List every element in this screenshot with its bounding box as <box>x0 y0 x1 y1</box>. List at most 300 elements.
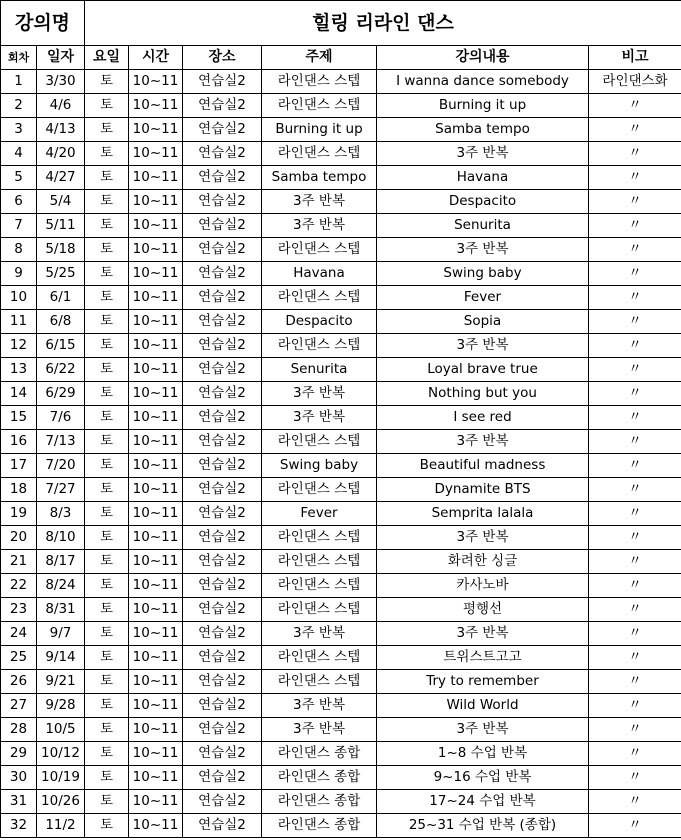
session-cell: 27 <box>1 694 37 718</box>
place-cell: 연습실2 <box>183 814 262 838</box>
date-cell: 8/10 <box>37 526 85 550</box>
topic-cell: 3주 반복 <box>262 382 377 406</box>
note-cell: 〃 <box>589 766 681 790</box>
session-cell: 12 <box>1 334 37 358</box>
session-cell: 21 <box>1 550 37 574</box>
note-cell: 〃 <box>589 406 681 430</box>
table-row <box>1 766 681 790</box>
table-row <box>1 694 681 718</box>
content-cell: 9~16 수업 반복 <box>377 766 589 790</box>
table-body <box>1 1 681 838</box>
table-row <box>1 166 681 190</box>
time-cell: 10~11 <box>129 358 183 382</box>
topic-cell: 라인댄스 스텝 <box>262 646 377 670</box>
content-cell: 17~24 수업 반복 <box>377 790 589 814</box>
table-row <box>1 790 681 814</box>
content-cell: 화려한 싱글 <box>377 550 589 574</box>
content-cell: 25~31 수업 반복 (종합) <box>377 814 589 838</box>
session-cell: 5 <box>1 166 37 190</box>
session-cell: 32 <box>1 814 37 838</box>
content-cell: Wild World <box>377 694 589 718</box>
time-cell: 10~11 <box>129 622 183 646</box>
table-row <box>1 814 681 838</box>
day-cell: 토 <box>85 670 129 694</box>
time-cell: 10~11 <box>129 310 183 334</box>
content-cell: Nothing but you <box>377 382 589 406</box>
content-cell: I see red <box>377 406 589 430</box>
time-cell: 10~11 <box>129 598 183 622</box>
topic-cell: Senurita <box>262 358 377 382</box>
time-cell: 10~11 <box>129 382 183 406</box>
time-cell: 10~11 <box>129 334 183 358</box>
day-cell: 토 <box>85 694 129 718</box>
note-cell: 〃 <box>589 574 681 598</box>
time-cell: 10~11 <box>129 406 183 430</box>
topic-cell: Havana <box>262 262 377 286</box>
note-cell: 〃 <box>589 430 681 454</box>
date-cell: 9/14 <box>37 646 85 670</box>
day-cell: 토 <box>85 502 129 526</box>
note-cell: 〃 <box>589 118 681 142</box>
day-cell: 토 <box>85 166 129 190</box>
session-cell: 25 <box>1 646 37 670</box>
content-cell: 3주 반복 <box>377 334 589 358</box>
content-cell: I wanna dance somebody <box>377 70 589 94</box>
day-cell: 토 <box>85 430 129 454</box>
time-cell: 10~11 <box>129 94 183 118</box>
date-cell: 10/12 <box>37 742 85 766</box>
day-cell: 토 <box>85 310 129 334</box>
course-name-value: 힐링 리라인 댄스 <box>85 1 681 46</box>
note-cell: 〃 <box>589 166 681 190</box>
content-cell: Swing baby <box>377 262 589 286</box>
table-row <box>1 190 681 214</box>
time-cell: 10~11 <box>129 214 183 238</box>
session-cell: 10 <box>1 286 37 310</box>
header-place: 장소 <box>183 46 262 70</box>
content-cell: 3주 반복 <box>377 526 589 550</box>
content-cell: Fever <box>377 286 589 310</box>
date-cell: 10/5 <box>37 718 85 742</box>
content-cell: 카사노바 <box>377 574 589 598</box>
time-cell: 10~11 <box>129 190 183 214</box>
time-cell: 10~11 <box>129 742 183 766</box>
table-row <box>1 742 681 766</box>
topic-cell: 라인댄스 스텝 <box>262 334 377 358</box>
topic-cell: 라인댄스 종합 <box>262 766 377 790</box>
place-cell: 연습실2 <box>183 358 262 382</box>
topic-cell: 라인댄스 스텝 <box>262 670 377 694</box>
time-cell: 10~11 <box>129 454 183 478</box>
note-cell: 〃 <box>589 262 681 286</box>
place-cell: 연습실2 <box>183 118 262 142</box>
day-cell: 토 <box>85 454 129 478</box>
date-cell: 10/26 <box>37 790 85 814</box>
day-cell: 토 <box>85 94 129 118</box>
day-cell: 토 <box>85 814 129 838</box>
time-cell: 10~11 <box>129 646 183 670</box>
place-cell: 연습실2 <box>183 622 262 646</box>
time-cell: 10~11 <box>129 670 183 694</box>
day-cell: 토 <box>85 238 129 262</box>
content-cell: 3주 반복 <box>377 718 589 742</box>
topic-cell: 라인댄스 스텝 <box>262 598 377 622</box>
topic-cell: 3주 반복 <box>262 718 377 742</box>
day-cell: 토 <box>85 142 129 166</box>
session-cell: 28 <box>1 718 37 742</box>
table-row <box>1 718 681 742</box>
place-cell: 연습실2 <box>183 262 262 286</box>
note-cell: 〃 <box>589 238 681 262</box>
table-row <box>1 262 681 286</box>
topic-cell: 3주 반복 <box>262 622 377 646</box>
session-cell: 2 <box>1 94 37 118</box>
date-cell: 7/6 <box>37 406 85 430</box>
table-row <box>1 430 681 454</box>
table-row <box>1 286 681 310</box>
date-cell: 8/17 <box>37 550 85 574</box>
time-cell: 10~11 <box>129 286 183 310</box>
topic-cell: 3주 반복 <box>262 694 377 718</box>
session-cell: 22 <box>1 574 37 598</box>
note-cell: 〃 <box>589 382 681 406</box>
day-cell: 토 <box>85 262 129 286</box>
topic-cell: Burning it up <box>262 118 377 142</box>
content-cell: Despacito <box>377 190 589 214</box>
date-cell: 7/13 <box>37 430 85 454</box>
time-cell: 10~11 <box>129 166 183 190</box>
date-cell: 6/29 <box>37 382 85 406</box>
time-cell: 10~11 <box>129 502 183 526</box>
content-cell: Dynamite BTS <box>377 478 589 502</box>
place-cell: 연습실2 <box>183 190 262 214</box>
date-cell: 8/24 <box>37 574 85 598</box>
place-cell: 연습실2 <box>183 286 262 310</box>
table-row <box>1 646 681 670</box>
date-cell: 4/20 <box>37 142 85 166</box>
topic-cell: 라인댄스 스텝 <box>262 430 377 454</box>
content-cell: 3주 반복 <box>377 238 589 262</box>
content-cell: 트위스트고고 <box>377 646 589 670</box>
table-row <box>1 310 681 334</box>
session-cell: 9 <box>1 262 37 286</box>
table-row <box>1 382 681 406</box>
date-cell: 7/20 <box>37 454 85 478</box>
time-cell: 10~11 <box>129 550 183 574</box>
day-cell: 토 <box>85 70 129 94</box>
note-cell: 〃 <box>589 622 681 646</box>
date-cell: 4/6 <box>37 94 85 118</box>
header-time: 시간 <box>129 46 183 70</box>
day-cell: 토 <box>85 718 129 742</box>
header-session: 회차 <box>1 46 37 70</box>
date-cell: 5/11 <box>37 214 85 238</box>
place-cell: 연습실2 <box>183 334 262 358</box>
day-cell: 토 <box>85 286 129 310</box>
content-cell: Samba tempo <box>377 118 589 142</box>
place-cell: 연습실2 <box>183 430 262 454</box>
topic-cell: 3주 반복 <box>262 190 377 214</box>
course-name-label: 강의명 <box>1 1 85 46</box>
table-row <box>1 598 681 622</box>
time-cell: 10~11 <box>129 70 183 94</box>
session-cell: 17 <box>1 454 37 478</box>
topic-cell: Fever <box>262 502 377 526</box>
note-cell: 〃 <box>589 598 681 622</box>
table-row <box>1 574 681 598</box>
note-cell: 〃 <box>589 94 681 118</box>
header-day: 요일 <box>85 46 129 70</box>
note-cell: 〃 <box>589 142 681 166</box>
date-cell: 8/3 <box>37 502 85 526</box>
note-cell: 〃 <box>589 190 681 214</box>
note-cell: 〃 <box>589 790 681 814</box>
session-cell: 4 <box>1 142 37 166</box>
time-cell: 10~11 <box>129 814 183 838</box>
place-cell: 연습실2 <box>183 70 262 94</box>
day-cell: 토 <box>85 190 129 214</box>
day-cell: 토 <box>85 382 129 406</box>
session-cell: 30 <box>1 766 37 790</box>
topic-cell: 3주 반복 <box>262 214 377 238</box>
day-cell: 토 <box>85 550 129 574</box>
time-cell: 10~11 <box>129 694 183 718</box>
session-cell: 1 <box>1 70 37 94</box>
date-cell: 9/28 <box>37 694 85 718</box>
time-cell: 10~11 <box>129 118 183 142</box>
session-cell: 31 <box>1 790 37 814</box>
content-cell: Loyal brave true <box>377 358 589 382</box>
session-cell: 13 <box>1 358 37 382</box>
table-row <box>1 526 681 550</box>
note-cell: 〃 <box>589 358 681 382</box>
place-cell: 연습실2 <box>183 550 262 574</box>
place-cell: 연습실2 <box>183 766 262 790</box>
date-cell: 4/27 <box>37 166 85 190</box>
header-note: 비고 <box>589 46 681 70</box>
topic-cell: Swing baby <box>262 454 377 478</box>
date-cell: 6/22 <box>37 358 85 382</box>
note-cell: 〃 <box>589 670 681 694</box>
content-cell: 평행선 <box>377 598 589 622</box>
date-cell: 11/2 <box>37 814 85 838</box>
note-cell: 〃 <box>589 454 681 478</box>
place-cell: 연습실2 <box>183 142 262 166</box>
table-row <box>1 214 681 238</box>
day-cell: 토 <box>85 334 129 358</box>
time-cell: 10~11 <box>129 526 183 550</box>
topic-cell: 라인댄스 스텝 <box>262 574 377 598</box>
place-cell: 연습실2 <box>183 790 262 814</box>
topic-cell: 라인댄스 스텝 <box>262 142 377 166</box>
day-cell: 토 <box>85 598 129 622</box>
note-cell: 〃 <box>589 694 681 718</box>
table-row <box>1 622 681 646</box>
session-cell: 20 <box>1 526 37 550</box>
date-cell: 8/31 <box>37 598 85 622</box>
place-cell: 연습실2 <box>183 598 262 622</box>
day-cell: 토 <box>85 766 129 790</box>
day-cell: 토 <box>85 214 129 238</box>
date-cell: 10/19 <box>37 766 85 790</box>
table-row <box>1 142 681 166</box>
time-cell: 10~11 <box>129 478 183 502</box>
table-row <box>1 118 681 142</box>
time-cell: 10~11 <box>129 430 183 454</box>
session-cell: 14 <box>1 382 37 406</box>
table-row <box>1 454 681 478</box>
place-cell: 연습실2 <box>183 574 262 598</box>
note-cell: 라인댄스화 <box>589 70 681 94</box>
table-row <box>1 358 681 382</box>
note-cell: 〃 <box>589 718 681 742</box>
session-cell: 8 <box>1 238 37 262</box>
note-cell: 〃 <box>589 550 681 574</box>
content-cell: Beautiful madness <box>377 454 589 478</box>
note-cell: 〃 <box>589 646 681 670</box>
date-cell: 9/21 <box>37 670 85 694</box>
topic-cell: Samba tempo <box>262 166 377 190</box>
table-row <box>1 406 681 430</box>
place-cell: 연습실2 <box>183 214 262 238</box>
day-cell: 토 <box>85 406 129 430</box>
place-cell: 연습실2 <box>183 406 262 430</box>
note-cell: 〃 <box>589 526 681 550</box>
table-row <box>1 238 681 262</box>
session-cell: 15 <box>1 406 37 430</box>
content-cell: Try to remember <box>377 670 589 694</box>
place-cell: 연습실2 <box>183 454 262 478</box>
note-cell: 〃 <box>589 334 681 358</box>
topic-cell: 라인댄스 스텝 <box>262 478 377 502</box>
content-cell: 3주 반복 <box>377 622 589 646</box>
topic-cell: 라인댄스 종합 <box>262 742 377 766</box>
day-cell: 토 <box>85 358 129 382</box>
place-cell: 연습실2 <box>183 382 262 406</box>
place-cell: 연습실2 <box>183 718 262 742</box>
table-row <box>1 70 681 94</box>
time-cell: 10~11 <box>129 142 183 166</box>
day-cell: 토 <box>85 622 129 646</box>
day-cell: 토 <box>85 790 129 814</box>
table-row <box>1 94 681 118</box>
note-cell: 〃 <box>589 742 681 766</box>
topic-cell: Despacito <box>262 310 377 334</box>
place-cell: 연습실2 <box>183 94 262 118</box>
session-cell: 23 <box>1 598 37 622</box>
table-row <box>1 670 681 694</box>
content-cell: 3주 반복 <box>377 430 589 454</box>
note-cell: 〃 <box>589 478 681 502</box>
place-cell: 연습실2 <box>183 646 262 670</box>
title-row <box>1 1 681 46</box>
table-row <box>1 334 681 358</box>
content-cell: Sopia <box>377 310 589 334</box>
table-row <box>1 502 681 526</box>
time-cell: 10~11 <box>129 238 183 262</box>
content-cell: Semprita lalala <box>377 502 589 526</box>
place-cell: 연습실2 <box>183 502 262 526</box>
day-cell: 토 <box>85 646 129 670</box>
topic-cell: 라인댄스 스텝 <box>262 238 377 262</box>
header-row <box>1 46 681 70</box>
header-content: 강의내용 <box>377 46 589 70</box>
session-cell: 7 <box>1 214 37 238</box>
content-cell: Havana <box>377 166 589 190</box>
content-cell: Senurita <box>377 214 589 238</box>
note-cell: 〃 <box>589 214 681 238</box>
place-cell: 연습실2 <box>183 478 262 502</box>
topic-cell: 라인댄스 스텝 <box>262 94 377 118</box>
note-cell: 〃 <box>589 310 681 334</box>
time-cell: 10~11 <box>129 574 183 598</box>
date-cell: 5/25 <box>37 262 85 286</box>
place-cell: 연습실2 <box>183 166 262 190</box>
topic-cell: 3주 반복 <box>262 406 377 430</box>
day-cell: 토 <box>85 526 129 550</box>
topic-cell: 라인댄스 종합 <box>262 814 377 838</box>
note-cell: 〃 <box>589 286 681 310</box>
session-cell: 6 <box>1 190 37 214</box>
place-cell: 연습실2 <box>183 694 262 718</box>
day-cell: 토 <box>85 478 129 502</box>
time-cell: 10~11 <box>129 262 183 286</box>
topic-cell: 라인댄스 스텝 <box>262 70 377 94</box>
time-cell: 10~11 <box>129 766 183 790</box>
session-cell: 18 <box>1 478 37 502</box>
place-cell: 연습실2 <box>183 526 262 550</box>
session-cell: 16 <box>1 430 37 454</box>
table-row <box>1 550 681 574</box>
session-cell: 24 <box>1 622 37 646</box>
place-cell: 연습실2 <box>183 238 262 262</box>
topic-cell: 라인댄스 스텝 <box>262 286 377 310</box>
topic-cell: 라인댄스 종합 <box>262 790 377 814</box>
session-cell: 19 <box>1 502 37 526</box>
note-cell: 〃 <box>589 502 681 526</box>
day-cell: 토 <box>85 574 129 598</box>
session-cell: 26 <box>1 670 37 694</box>
content-cell: 1~8 수업 반복 <box>377 742 589 766</box>
content-cell: Burning it up <box>377 94 589 118</box>
content-cell: 3주 반복 <box>377 142 589 166</box>
date-cell: 6/15 <box>37 334 85 358</box>
day-cell: 토 <box>85 742 129 766</box>
date-cell: 7/27 <box>37 478 85 502</box>
time-cell: 10~11 <box>129 790 183 814</box>
place-cell: 연습실2 <box>183 310 262 334</box>
day-cell: 토 <box>85 118 129 142</box>
date-cell: 5/4 <box>37 190 85 214</box>
table-row <box>1 478 681 502</box>
date-cell: 9/7 <box>37 622 85 646</box>
session-cell: 3 <box>1 118 37 142</box>
topic-cell: 라인댄스 스텝 <box>262 550 377 574</box>
place-cell: 연습실2 <box>183 670 262 694</box>
date-cell: 5/18 <box>37 238 85 262</box>
date-cell: 3/30 <box>37 70 85 94</box>
topic-cell: 라인댄스 스텝 <box>262 526 377 550</box>
time-cell: 10~11 <box>129 718 183 742</box>
date-cell: 4/13 <box>37 118 85 142</box>
date-cell: 6/8 <box>37 310 85 334</box>
header-date: 일자 <box>37 46 85 70</box>
session-cell: 29 <box>1 742 37 766</box>
session-cell: 11 <box>1 310 37 334</box>
date-cell: 6/1 <box>37 286 85 310</box>
place-cell: 연습실2 <box>183 742 262 766</box>
note-cell: 〃 <box>589 814 681 838</box>
